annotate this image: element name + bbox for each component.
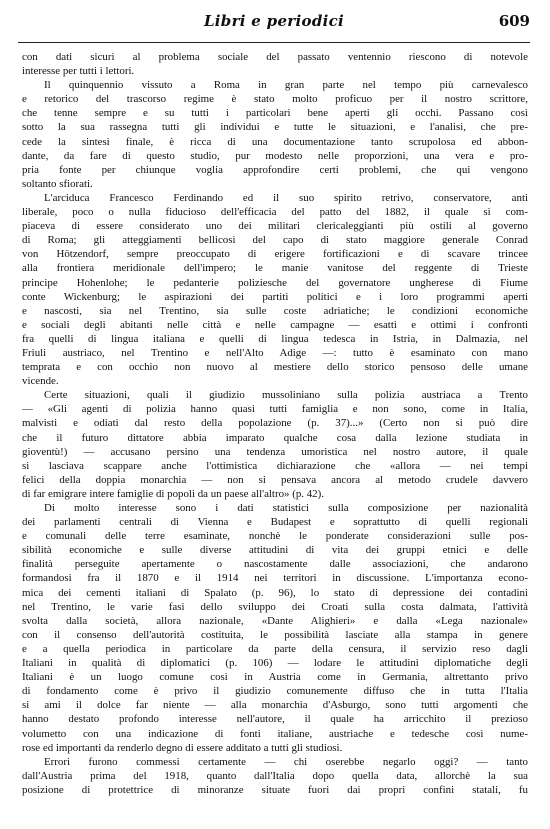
paragraph (22, 501, 528, 755)
text-line: alla frontiera meridionale dell'impero; le manie vanitose del reggente di Trieste (22, 262, 528, 275)
running-header (18, 8, 530, 43)
text-line: di fondamento come è privo il giudizio comunemente diffuso che in tutta l'Italia (22, 685, 528, 698)
text-line: Italiani è un luogo comune così in Austria come in Germania, altrettanto privo (22, 671, 528, 684)
text-line: Certe situazioni, quali il giudizio mussoliniano sulla polizia austriaca a Trento (44, 389, 528, 402)
text-line: con il consenso dell'autorità costituita, le possibilità lasciate alla stampa in genere (22, 628, 528, 641)
text-line: e nascosti, sia nel Trentino, sia sulle coste adriatiche; le condizioni economiche (22, 304, 528, 317)
text-line: L'arciduca Francesco Ferdinando ed il suo spirito retrivo, conservatore, anti (44, 191, 528, 204)
text-line: liberale, poco o nulla fiducioso dell'efficacia del patto del 1882, il quale si com- (22, 206, 528, 219)
text-line: sotto la sua rassegna tutti gli individui e tutte le situazioni, e l'analisi, che pre- (22, 121, 528, 134)
text-line: che il futuro dittatore abbia imparato qualche cosa dalla lezione studiata in (22, 431, 528, 444)
text-line: — «Gli agenti di polizia hanno quasi tutti famiglia e non sono, come in Italia, (22, 403, 528, 416)
text-line: di Roma; gli atteggiamenti bellicosi del capo di stato maggiore generale Conrad (22, 234, 528, 247)
text-line: e comunali delle terre esaminate, nonchè le ponderate considerazioni sulle pos- (22, 530, 528, 543)
text-line: volumetto con una indicazione di fonti italiane, austriache e tedesche così nume- (22, 727, 528, 740)
text-line: posizione di protettrice di minoranze situate fuori dai propri confini statali, fu (22, 783, 528, 796)
text-line: von Hötzendorf, sempre preoccupato di erigere fortificazioni e di scavare trincee (22, 248, 528, 261)
text-line: vicende. (22, 375, 59, 388)
text-line: rose ed importanti da renderlo degno di essere additato a tutti gli studiosi. (22, 741, 343, 754)
text-line: dei parlamenti centrali di Vienna e Budapest e soprattutto di quelli regionali (22, 516, 528, 529)
text-line: felici della doppia monarchia — non si pensava ancora al metodo crudele davvero (22, 473, 528, 486)
page-number: 609 (498, 12, 530, 30)
text-line: nel Trentino, le varie fasi dello sviluppo dei Croati sulla costa dalmata, l'attività (22, 600, 528, 613)
paragraph (22, 191, 528, 388)
text-line: finalità perseguite apertamente o nascostamente dalle associazioni, che andarono (22, 558, 528, 571)
article-body (22, 50, 528, 797)
text-line: svolta dalla società, allora nazionale, «Dante Alighieri» e dalla «Lega nazionale» (22, 614, 528, 627)
text-line: con dati sicuri al problema sociale del passato ventennio riescono di notevole (22, 51, 528, 63)
paragraph (22, 388, 528, 501)
text-line: Il quinquennio vissuto a Roma in gran parte nel tempo più carnevalesco (44, 79, 528, 92)
text-line: dante, da fare di questo studio, pur modesto nelle proporzioni, una vera e pro- (22, 149, 528, 162)
text-line: formandosi fra il 1870 e il 1914 nei territori in discussione. L'importanza econo- (22, 572, 528, 585)
text-line: gioventù!) — accusano persino una tendenza umoristica nel nostro autore, il quale (22, 445, 528, 458)
text-line: piaceva di essere considerato uno dei militari clericaleggianti più ostili al governo (22, 220, 528, 233)
text-line: Errori furono commessi certamente — chi oserebbe negarlo oggi? — tanto (44, 755, 528, 768)
text-line: principe Hohenlohe; le pedanterie poliziesche del governatore ungherese di Fiume (22, 276, 528, 289)
text-line: temprata e con occhio non nuovo al mestiere dello storico pensoso delle umane (22, 361, 528, 374)
text-line: hanno destato profondo interesse nell'autore, il quale ha arricchito il prezioso (22, 713, 528, 726)
text-line: che tenne sempre e su tutti i particolari bene aperti gli occhi. Passano così (22, 107, 528, 120)
text-line: conte Wickenburg; le aspirazioni dei partiti politici e i loro programmi aperti (22, 290, 528, 303)
text-line: dall'Austria prima del 1918, quanto dall'Italia dopo quella data, allorchè la sua (22, 769, 528, 782)
text-line: di far emigrare intere famiglie di popoli da un paese all'altro» (p. 42). (22, 487, 324, 500)
text-line: si lasciava scappare anche l'ottimistica dichiarazione che «allora — nei tempi (22, 459, 528, 472)
text-line: cede la sintesi finale, è ricca di una documentazione tanto scrupolosa ed abbon- (22, 135, 528, 148)
text-line: si ami il dolce far niente — alla monarchia d'Asburgo, sono tutti argomenti che (22, 699, 528, 712)
text-line: mica dei cementi italiani di Spalato (p. 96), lo stato di depressione dei contadini (22, 586, 528, 599)
paragraph (22, 755, 528, 797)
text-line: pria fonte per chiunque voglia approfondire certi problemi, che qui vengono (22, 163, 528, 176)
text-line: soltanto sfiorati. (22, 177, 93, 190)
section-title: Libri e periodici (203, 12, 345, 30)
text-line: fra quelli di lingua italiana e quelli di lingua tedesca in Istria, in Dalmazia, nel (22, 332, 528, 345)
text-line: sibilità economiche e sulle diverse attitudini di vita dei gruppi etnici e delle (22, 544, 528, 557)
text-line: e retorico del trascorso regime è stato molto proficuo per il nostro scrittore, (22, 93, 528, 106)
paragraph (22, 50, 528, 78)
text-line: malvisti e odiati dal resto della popolazione (p. 37)...» (Certo non si può dire (22, 417, 528, 430)
paragraph (22, 78, 528, 191)
text-line: Di molto interesse sono i dati statistici sulla composizione per nazionalità (44, 502, 528, 514)
text-line: e sociali degli abitanti nelle città e nelle campagne — esatti e ottimi i confronti (22, 318, 528, 331)
text-line: Friuli austriaco, nel Trentino e nell'Alto Adige —: tutto è esaminato con mano (22, 346, 528, 359)
text-line: Italiani in qualità di diplomatici (p. 106) — lodare le attitudini diplomatiche degli (22, 657, 528, 670)
text-line: e a quella periodica in particolare da parte della censura, il servizio reso dagli (22, 642, 528, 655)
text-line: interesse per tutti i lettori. (22, 65, 135, 78)
